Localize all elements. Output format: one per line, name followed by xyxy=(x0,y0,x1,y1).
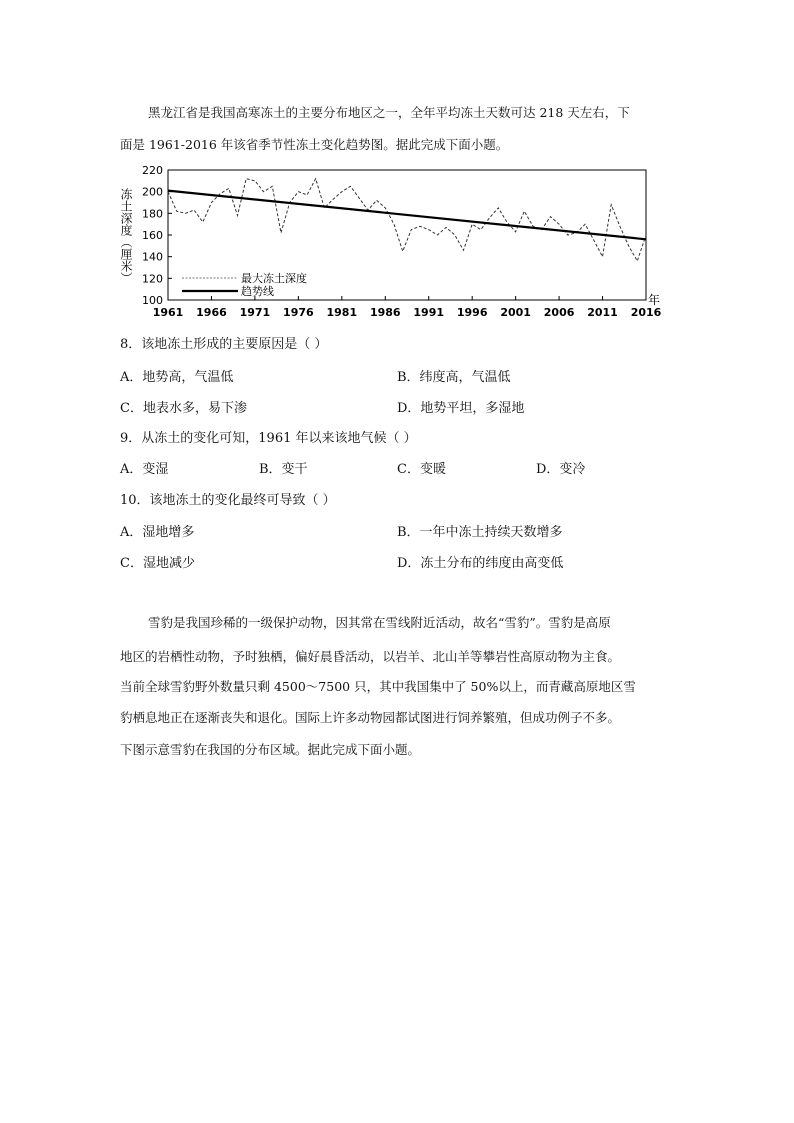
passage2-line5: 下图示意雪豹在我国的分布区域。据此完成下面小题。 xyxy=(120,742,421,757)
y-axis-label: 冻土深度（厘米） xyxy=(119,188,133,284)
series-line-trend xyxy=(168,191,646,240)
x-tick-label: 1961 xyxy=(152,306,184,319)
question-8-option-a[interactable]: A．地势高，气温低 xyxy=(120,370,234,385)
passage1-line1: 黑龙江省是我国高寒冻土的主要分布地区之一，全年平均冻土天数可达 218 天左右，下 xyxy=(148,105,630,120)
x-tick-label: 1981 xyxy=(326,306,358,319)
passage2-line4: 豹栖息地正在逐渐丧失和退化。国际上许多动物园都试图进行饲养繁殖，但成功例子不多。 xyxy=(120,710,621,725)
question-10-option-c[interactable]: C．湿地减少 xyxy=(120,556,195,571)
question-8-option-c[interactable]: C．地表水多，易下渗 xyxy=(120,401,247,416)
x-tick-label: 1991 xyxy=(413,306,445,319)
x-tick-label: 1966 xyxy=(196,306,227,319)
question-10-option-a[interactable]: A．湿地增多 xyxy=(120,525,195,540)
y-tick-label: 180 xyxy=(142,207,163,221)
passage2-line3: 当前全球雪豹野外数量只剩 4500～7500 只，其中我国集中了 50%以上，而青藏高原地区雪 xyxy=(120,679,636,694)
y-tick-label: 140 xyxy=(142,250,163,264)
passage1-line2: 面是 1961-2016 年该省季节性冻土变化趋势图。据此完成下面小题。 xyxy=(120,137,509,152)
question-10-option-b[interactable]: B．一年中冻土持续天数增多 xyxy=(397,525,563,540)
plot-frame xyxy=(168,170,646,300)
frozen-soil-chart xyxy=(110,158,670,324)
question-10-option-d[interactable]: D．冻土分布的纬度由高变低 xyxy=(397,556,564,571)
series-line-max-depth xyxy=(168,179,646,261)
x-tick-label: 1976 xyxy=(283,306,314,319)
legend-label: 最大冻土深度 xyxy=(241,272,307,285)
y-tick-label: 100 xyxy=(142,294,163,307)
x-tick-label: 1986 xyxy=(369,306,401,319)
question-9-option-b[interactable]: B．变干 xyxy=(259,462,308,477)
x-tick-label: 1996 xyxy=(456,306,488,319)
passage2-line2: 地区的岩栖性动物，予时独栖，偏好晨昏活动，以岩羊、北山羊等攀岩性高原动物为主食。 xyxy=(120,649,621,664)
question-8-stem: 8．该地冻土形成的主要原因是（ ） xyxy=(120,337,328,352)
y-tick-label: 220 xyxy=(142,164,163,177)
question-9-option-a[interactable]: A．变湿 xyxy=(120,462,169,477)
x-tick-label: 2011 xyxy=(587,306,618,319)
x-axis-label: 年 xyxy=(648,293,661,307)
question-9-option-d[interactable]: D．变冷 xyxy=(536,462,586,477)
passage2-line1: 雪豹是我国珍稀的一级保护动物，因其常在雪线附近活动，故名“雪豹”。雪豹是高原 xyxy=(148,615,611,630)
chart-svg xyxy=(110,158,670,324)
x-tick-label: 2006 xyxy=(543,306,575,319)
question-8-option-d[interactable]: D．地势平坦，多湿地 xyxy=(397,401,525,416)
y-tick-label: 160 xyxy=(142,229,163,242)
question-8-option-b[interactable]: B．纬度高，气温低 xyxy=(397,370,511,385)
x-tick-label: 2016 xyxy=(630,306,662,319)
x-tick-label: 1971 xyxy=(239,306,271,319)
question-9-stem: 9．从冻土的变化可知，1961 年以来该地气候（ ） xyxy=(120,431,417,446)
x-tick-label: 2001 xyxy=(500,306,531,319)
legend-label: 趋势线 xyxy=(241,285,274,298)
question-10-stem: 10．该地冻土的变化最终可导致（ ） xyxy=(120,493,336,508)
question-9-option-c[interactable]: C．变暖 xyxy=(397,462,446,477)
y-tick-label: 200 xyxy=(142,185,163,199)
y-tick-label: 120 xyxy=(142,272,163,286)
